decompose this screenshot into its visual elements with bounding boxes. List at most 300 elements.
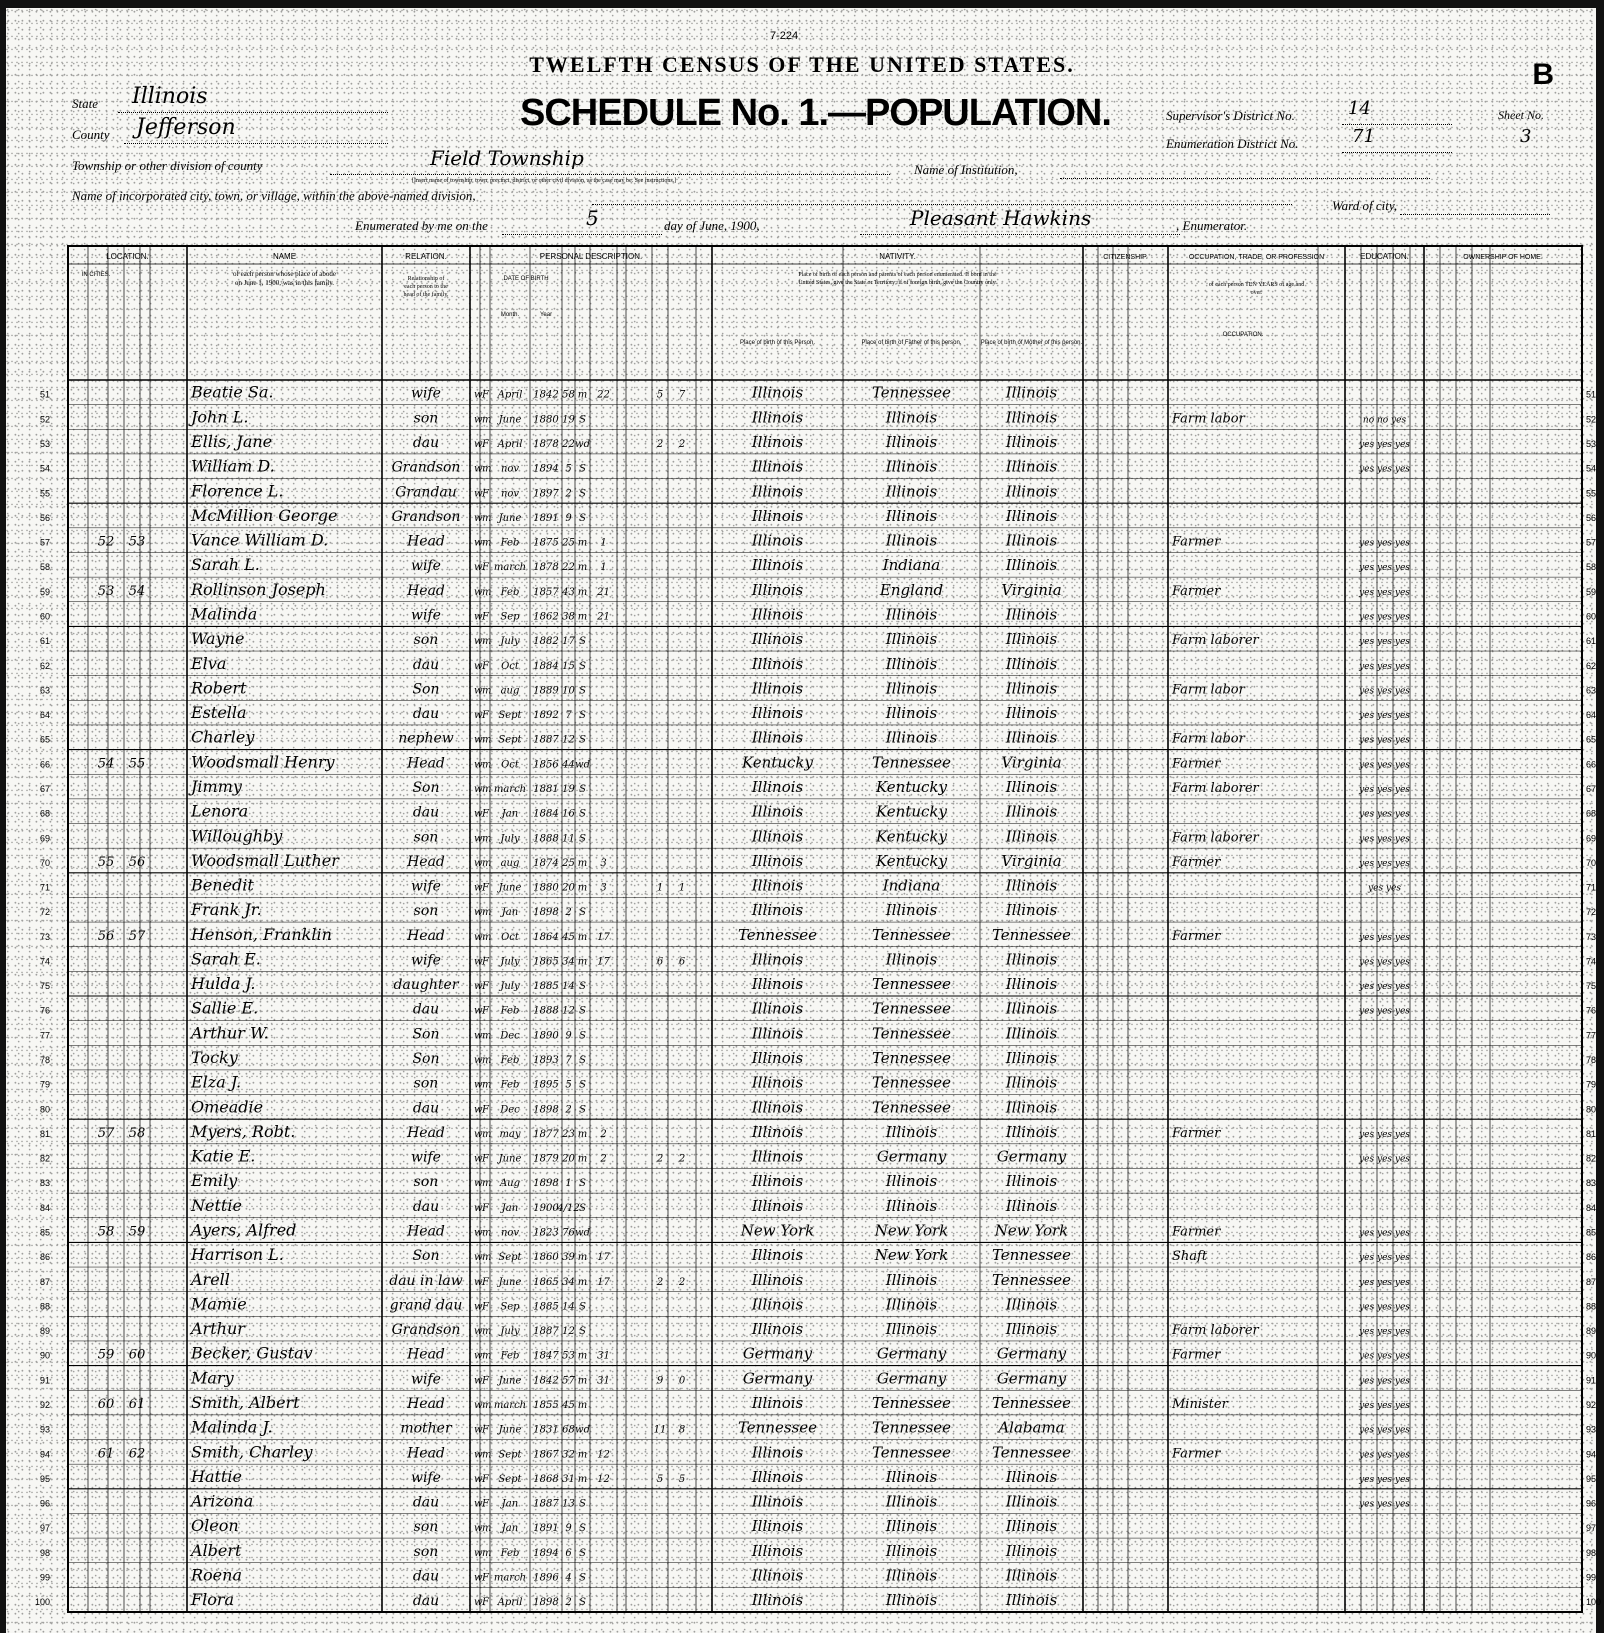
- age-cell: 45: [562, 931, 575, 943]
- birthplace-mother: Illinois: [1005, 1591, 1058, 1610]
- occupation-cell: Farmer: [1172, 1125, 1221, 1141]
- birthplace-father: Illinois: [885, 630, 938, 649]
- relation-cell: grand dau: [389, 1297, 463, 1314]
- supervisor-value: 14: [1348, 98, 1371, 119]
- color-race-cell: w: [474, 833, 483, 845]
- person-name: Arthur W.: [191, 1023, 269, 1043]
- marital-status: S: [579, 1523, 586, 1535]
- color-race-cell: w: [474, 1572, 483, 1584]
- birthplace-mother: Illinois: [1005, 1517, 1058, 1536]
- birth-year: 1894: [533, 1547, 559, 1559]
- children-born: 2: [656, 439, 664, 451]
- relation-cell: Head: [407, 1395, 445, 1412]
- years-married: 31: [597, 1375, 610, 1387]
- birthplace-mother: Illinois: [1005, 1049, 1058, 1068]
- occupation-cell: Farmer: [1172, 1446, 1221, 1462]
- occupation-cell: Farmer: [1172, 1347, 1221, 1363]
- relation-cell: dau: [412, 435, 440, 452]
- row-number: 65: [39, 734, 50, 745]
- relation-cell: dau: [412, 1494, 440, 1511]
- age-cell: 22: [562, 439, 575, 451]
- row-number-right: 80: [1586, 1104, 1597, 1115]
- education-cell: yes yes yes: [1359, 1425, 1410, 1436]
- relation-cell: dau: [412, 656, 440, 673]
- age-cell: 4/12: [557, 1202, 580, 1214]
- sex-cell: m: [482, 1326, 492, 1338]
- relation-cell: daughter: [393, 977, 459, 994]
- education-cell: yes yes yes: [1359, 1450, 1410, 1461]
- birth-mother-header: Place of birth of Mother of this person.: [980, 340, 1083, 346]
- relation-cell: Head: [407, 1223, 445, 1240]
- birth-month: may: [499, 1128, 521, 1140]
- row-number: 62: [39, 660, 50, 671]
- row-number: 85: [39, 1227, 50, 1238]
- relation-cell: dau: [412, 804, 440, 821]
- row-number-right: 79: [1586, 1079, 1597, 1090]
- children-living: 5: [678, 1473, 686, 1485]
- citizenship-header: CITIZENSHIP.: [1103, 254, 1148, 261]
- marital-status: wd: [575, 439, 590, 451]
- marital-status: S: [579, 1079, 586, 1091]
- person-name: Charley: [191, 727, 255, 747]
- day-label: day of June, 1900,: [664, 218, 760, 233]
- birth-month: June: [498, 1375, 522, 1387]
- birth-month: aug: [500, 857, 520, 869]
- birthplace-person: Illinois: [751, 777, 804, 796]
- family-number: 57: [128, 928, 146, 944]
- birth-year: 1867: [533, 1449, 559, 1461]
- name-description: of each person whose place of abode on June 1, 1900, was in this family.: [232, 270, 337, 287]
- birthplace-person: Germany: [742, 1344, 813, 1363]
- birthplace-person: Illinois: [751, 506, 804, 525]
- relation-cell: Head: [407, 755, 445, 772]
- color-race-cell: w: [474, 1055, 483, 1067]
- age-cell: 39: [562, 1252, 575, 1264]
- person-name: Myers, Robt.: [191, 1121, 296, 1141]
- relation-cell: son: [413, 1543, 439, 1560]
- birth-month: Jan: [501, 808, 519, 820]
- relation-cell: dau: [412, 1593, 440, 1610]
- sex-cell: F: [482, 1005, 489, 1017]
- children-living: 6: [678, 956, 686, 968]
- birthplace-person: Illinois: [751, 876, 804, 895]
- children-living: 2: [678, 1276, 686, 1288]
- row-number-right: 61: [1586, 636, 1597, 647]
- row-number-right: 73: [1586, 931, 1597, 942]
- age-cell: 7: [565, 1055, 572, 1067]
- children-living: 2: [678, 439, 686, 451]
- birthplace-father: Illinois: [885, 728, 938, 747]
- birthplace-father: Kentucky: [876, 777, 947, 796]
- birthplace-person: Illinois: [751, 1566, 804, 1585]
- sex-cell: m: [482, 586, 492, 598]
- birthplace-father: Tennessee: [871, 925, 952, 944]
- birthplace-mother: Illinois: [1005, 630, 1058, 649]
- color-race-cell: w: [474, 1202, 483, 1214]
- birth-month: march: [493, 562, 527, 574]
- birth-month: Feb: [500, 1055, 520, 1067]
- row-number-right: 100: [1586, 1597, 1602, 1608]
- row-number: 72: [39, 907, 50, 918]
- children-born: 6: [656, 956, 664, 968]
- age-cell: 34: [562, 1276, 575, 1288]
- birthplace-father: Illinois: [885, 1122, 938, 1141]
- birth-month: Sept: [498, 734, 522, 746]
- row-number: 83: [39, 1178, 50, 1189]
- birthplace-mother: Illinois: [1005, 457, 1058, 476]
- birthplace-mother: Illinois: [1005, 1541, 1058, 1560]
- education-cell: yes yes: [1368, 883, 1401, 894]
- age-cell: 32: [562, 1449, 575, 1461]
- birth-month: Sept: [498, 1252, 522, 1264]
- row-number-right: 65: [1586, 734, 1597, 745]
- sex-cell: F: [482, 1202, 489, 1214]
- marital-status: S: [579, 710, 586, 722]
- birthplace-person: Illinois: [751, 802, 804, 821]
- census-title: TWELFTH CENSUS OF THE UNITED STATES.: [529, 52, 1075, 77]
- birth-year: 1880: [533, 882, 559, 894]
- color-race-cell: w: [474, 414, 483, 426]
- color-race-cell: w: [474, 857, 483, 869]
- sex-cell: m: [482, 1350, 492, 1362]
- enumeration-value: 71: [1352, 126, 1375, 147]
- birth-year: 1875: [533, 537, 559, 549]
- age-cell: 20: [562, 882, 575, 894]
- row-number-right: 68: [1586, 808, 1597, 819]
- birthplace-mother: Illinois: [1005, 433, 1058, 452]
- years-married: 21: [597, 586, 610, 598]
- dwelling-number: 53: [97, 583, 115, 599]
- row-number: 95: [39, 1473, 50, 1484]
- age-cell: 23: [562, 1128, 575, 1140]
- birthplace-father: Illinois: [885, 1196, 938, 1215]
- year-header: Year: [539, 312, 553, 318]
- family-number: 58: [128, 1125, 146, 1141]
- birthplace-person: Germany: [742, 1369, 813, 1388]
- birth-month: Dec: [500, 1104, 520, 1116]
- person-name: Estella: [191, 703, 247, 723]
- birth-year: 1892: [533, 710, 559, 722]
- occupation-cell: Farm laborer: [1172, 830, 1259, 846]
- birth-year: 1891: [533, 1523, 559, 1535]
- birthplace-mother: Illinois: [1005, 1172, 1058, 1191]
- dwelling-number: 52: [97, 534, 115, 550]
- relation-cell: Head: [407, 1124, 445, 1141]
- relation-cell: wife: [411, 607, 441, 624]
- relation-cell: son: [413, 1075, 439, 1092]
- relation-cell: Grandson: [391, 459, 461, 476]
- person-name: Arell: [191, 1269, 230, 1289]
- birth-father-header: Place of birth of Father of this person.: [861, 340, 962, 346]
- person-name: Malinda: [191, 604, 258, 624]
- birthplace-mother: Illinois: [1005, 876, 1058, 895]
- color-race-cell: w: [474, 1498, 483, 1510]
- education-cell: yes yes yes: [1359, 809, 1410, 820]
- color-race-cell: w: [474, 956, 483, 968]
- birth-month: march: [493, 1399, 527, 1411]
- birth-year: 1891: [533, 512, 559, 524]
- birth-month: April: [497, 1597, 523, 1609]
- person-name: Emily: [191, 1171, 238, 1191]
- birthplace-father: Tennessee: [871, 1098, 952, 1117]
- row-number-right: 97: [1586, 1523, 1597, 1534]
- schedule-title: SCHEDULE No. 1.—POPULATION.: [520, 92, 1111, 134]
- row-number-right: 72: [1586, 907, 1597, 918]
- sex-cell: F: [482, 882, 489, 894]
- children-born: 1: [656, 882, 664, 894]
- dwelling-number: 58: [97, 1224, 115, 1240]
- marital-status: S: [579, 636, 586, 648]
- row-number: 67: [39, 783, 50, 794]
- sex-cell: F: [482, 1301, 489, 1313]
- birth-month: June: [498, 1276, 522, 1288]
- row-number: 52: [39, 414, 50, 425]
- color-race-cell: w: [474, 537, 483, 549]
- institution-label: Name of Institution,: [914, 162, 1018, 177]
- row-number-right: 78: [1586, 1055, 1597, 1066]
- education-cell: yes yes yes: [1359, 1129, 1410, 1140]
- color-race-cell: w: [474, 1350, 483, 1362]
- row-number-right: 84: [1586, 1202, 1597, 1213]
- row-number: 51: [39, 389, 50, 400]
- birthplace-person: Illinois: [751, 580, 804, 599]
- color-race-cell: w: [474, 882, 483, 894]
- row-number: 64: [39, 710, 50, 721]
- birthplace-person: Illinois: [751, 654, 804, 673]
- sex-cell: m: [482, 857, 492, 869]
- dwelling-number: 56: [97, 928, 115, 944]
- row-number: 94: [39, 1449, 50, 1460]
- relation-cell: Son: [412, 681, 440, 698]
- education-cell: yes yes yes: [1359, 711, 1410, 722]
- birth-month: Feb: [500, 537, 520, 549]
- color-race-cell: w: [474, 1424, 483, 1436]
- children-born: 5: [656, 389, 664, 401]
- marital-status: S: [579, 685, 586, 697]
- relation-cell: dau: [412, 1001, 440, 1018]
- color-race-cell: w: [474, 586, 483, 598]
- age-cell: 58: [562, 389, 575, 401]
- birthplace-mother: Illinois: [1005, 383, 1058, 402]
- relation-cell: wife: [411, 1371, 441, 1388]
- marital-status: S: [579, 1055, 586, 1067]
- marital-status: S: [579, 981, 586, 993]
- birth-month: Feb: [500, 1079, 520, 1091]
- person-name: Katie E.: [191, 1146, 256, 1166]
- marital-status: m: [577, 956, 588, 968]
- row-number-right: 71: [1586, 882, 1597, 893]
- birthplace-mother: Illinois: [1005, 531, 1058, 550]
- birthplace-mother: Illinois: [1005, 975, 1058, 994]
- children-born: 2: [656, 1153, 664, 1165]
- row-number-right: 95: [1586, 1473, 1597, 1484]
- marital-status: wd: [575, 759, 590, 771]
- age-cell: 53: [562, 1350, 575, 1362]
- years-married: 17: [597, 1252, 610, 1264]
- color-race-cell: w: [474, 1375, 483, 1387]
- relation-cell: nephew: [398, 730, 454, 747]
- years-married: 17: [597, 956, 610, 968]
- education-cell: yes yes yes: [1359, 661, 1410, 672]
- birthplace-mother: Illinois: [1005, 605, 1058, 624]
- occupation-description: of each person TEN YEARS of age and over.: [1208, 282, 1305, 296]
- birthplace-person: Illinois: [751, 1467, 804, 1486]
- birth-year: 1893: [533, 1055, 559, 1067]
- birthplace-mother: Germany: [996, 1369, 1067, 1388]
- person-name: Ayers, Alfred: [191, 1220, 297, 1240]
- row-number-right: 51: [1586, 389, 1597, 400]
- children-born: 11: [653, 1424, 667, 1436]
- relation-cell: son: [413, 1174, 439, 1191]
- relation-description: Relationship of each person to the head of the family.: [403, 276, 449, 298]
- row-number: 57: [39, 537, 50, 548]
- birthplace-person: Illinois: [751, 999, 804, 1018]
- marital-status: S: [579, 1301, 586, 1313]
- row-number: 76: [39, 1005, 50, 1016]
- birthplace-person: Illinois: [751, 482, 804, 501]
- sex-cell: F: [482, 611, 489, 623]
- birthplace-person: Illinois: [751, 728, 804, 747]
- relation-cell: Head: [407, 853, 445, 870]
- birth-month: June: [498, 1424, 522, 1436]
- education-cell: yes yes yes: [1359, 932, 1410, 943]
- sex-cell: F: [482, 1424, 489, 1436]
- row-number-right: 57: [1586, 537, 1597, 548]
- sheet-value: 3: [1520, 126, 1532, 147]
- township-label: Township or other division of county: [72, 158, 263, 173]
- education-cell: yes yes yes: [1359, 1376, 1410, 1387]
- sex-cell: F: [482, 660, 489, 672]
- row-number: 87: [39, 1276, 50, 1287]
- marital-status: m: [577, 1276, 588, 1288]
- birthplace-person: Illinois: [751, 408, 804, 427]
- row-number: 88: [39, 1301, 50, 1312]
- birthplace-mother: Illinois: [1005, 1073, 1058, 1092]
- color-race-cell: w: [474, 1227, 483, 1239]
- age-cell: 17: [562, 636, 575, 648]
- birthplace-person: Illinois: [751, 1246, 804, 1265]
- sex-cell: m: [482, 537, 492, 549]
- sex-cell: m: [482, 783, 492, 795]
- birthplace-father: Germany: [876, 1147, 947, 1166]
- color-race-cell: w: [474, 1326, 483, 1338]
- person-name: Ellis, Jane: [191, 432, 273, 452]
- family-number: 62: [128, 1446, 146, 1462]
- birthplace-mother: Virginia: [1001, 753, 1062, 772]
- enumeration-label: Enumeration District No.: [1166, 136, 1299, 151]
- birth-month: march: [493, 1572, 527, 1584]
- birthplace-father: Indiana: [882, 876, 941, 895]
- education-cell: yes yes yes: [1359, 587, 1410, 598]
- birthplace-mother: Virginia: [1001, 851, 1062, 870]
- relation-cell: wife: [411, 558, 441, 575]
- in-cities-header: IN CITIES.: [81, 272, 111, 278]
- row-number-right: 88: [1586, 1301, 1597, 1312]
- family-number: 59: [128, 1224, 146, 1240]
- relation-cell: wife: [411, 1149, 441, 1166]
- birth-month: Dec: [500, 1030, 520, 1042]
- relation-cell: son: [413, 632, 439, 649]
- age-cell: 20: [562, 1153, 575, 1165]
- birth-month: July: [500, 636, 520, 648]
- sex-cell: m: [482, 1030, 492, 1042]
- birthplace-mother: Illinois: [1005, 728, 1058, 747]
- education-cell: yes yes yes: [1359, 1228, 1410, 1239]
- education-cell: yes yes yes: [1359, 538, 1410, 549]
- years-married: 17: [597, 931, 610, 943]
- person-name: Beatie Sa.: [191, 382, 274, 402]
- education-cell: yes yes yes: [1359, 1277, 1410, 1288]
- row-number-right: 92: [1586, 1399, 1597, 1410]
- relation-cell: dau in law: [389, 1272, 463, 1289]
- birthplace-person: Kentucky: [742, 753, 813, 772]
- birth-month: July: [500, 833, 520, 845]
- person-name: Arthur: [191, 1319, 245, 1339]
- age-cell: 5: [565, 1079, 572, 1091]
- relation-cell: dau: [412, 1100, 440, 1117]
- sex-cell: F: [482, 488, 489, 500]
- row-number-right: 64: [1586, 710, 1597, 721]
- relation-cell: wife: [411, 878, 441, 895]
- sex-cell: m: [482, 1399, 492, 1411]
- row-number: 92: [39, 1399, 50, 1410]
- birthplace-person: Illinois: [751, 1024, 804, 1043]
- birthplace-mother: Illinois: [1005, 802, 1058, 821]
- birth-month: April: [497, 439, 523, 451]
- person-name: Tocky: [191, 1048, 238, 1068]
- age-cell: 10: [562, 685, 575, 697]
- row-number-right: 89: [1586, 1326, 1597, 1337]
- township-value: Field Township: [430, 146, 584, 170]
- row-number: 61: [39, 636, 50, 647]
- birthplace-person: Illinois: [751, 1049, 804, 1068]
- birthplace-father: Germany: [876, 1344, 947, 1363]
- birth-year: 1885: [533, 1301, 559, 1313]
- age-cell: 2: [565, 907, 572, 919]
- age-cell: 11: [562, 833, 575, 845]
- row-number-right: 70: [1586, 857, 1597, 868]
- birthplace-father: New York: [874, 1246, 949, 1265]
- birthplace-father: Illinois: [885, 679, 938, 698]
- birth-year: 1887: [533, 1498, 559, 1510]
- birth-year: 1865: [533, 956, 559, 968]
- personal-header: PERSONAL DESCRIPTION.: [539, 252, 643, 261]
- row-number: 60: [39, 611, 50, 622]
- sex-cell: F: [482, 808, 489, 820]
- relation-cell: son: [413, 903, 439, 920]
- age-cell: 9: [565, 1523, 572, 1535]
- occupation-cell: Farmer: [1172, 1224, 1221, 1240]
- birth-year: 1884: [533, 808, 559, 820]
- relation-cell: son: [413, 410, 439, 427]
- birthplace-person: Illinois: [751, 1196, 804, 1215]
- birthplace-person: Illinois: [751, 950, 804, 969]
- birthplace-person: Illinois: [751, 383, 804, 402]
- birth-person-header: Place of birth of this Person.: [739, 340, 816, 346]
- row-number: 82: [39, 1153, 50, 1164]
- occupation-cell: Farm labor: [1172, 411, 1245, 427]
- birthplace-person: Tennessee: [737, 1418, 818, 1437]
- birthplace-father: Illinois: [885, 654, 938, 673]
- birthplace-person: Illinois: [751, 556, 804, 575]
- birthplace-father: Illinois: [885, 1467, 938, 1486]
- birthplace-mother: Illinois: [1005, 1566, 1058, 1585]
- enumerated-day: 5: [586, 206, 599, 230]
- birth-month: march: [493, 783, 527, 795]
- color-race-cell: w: [474, 1079, 483, 1091]
- occupation-cell: Farmer: [1172, 756, 1221, 772]
- row-number-right: 59: [1586, 586, 1597, 597]
